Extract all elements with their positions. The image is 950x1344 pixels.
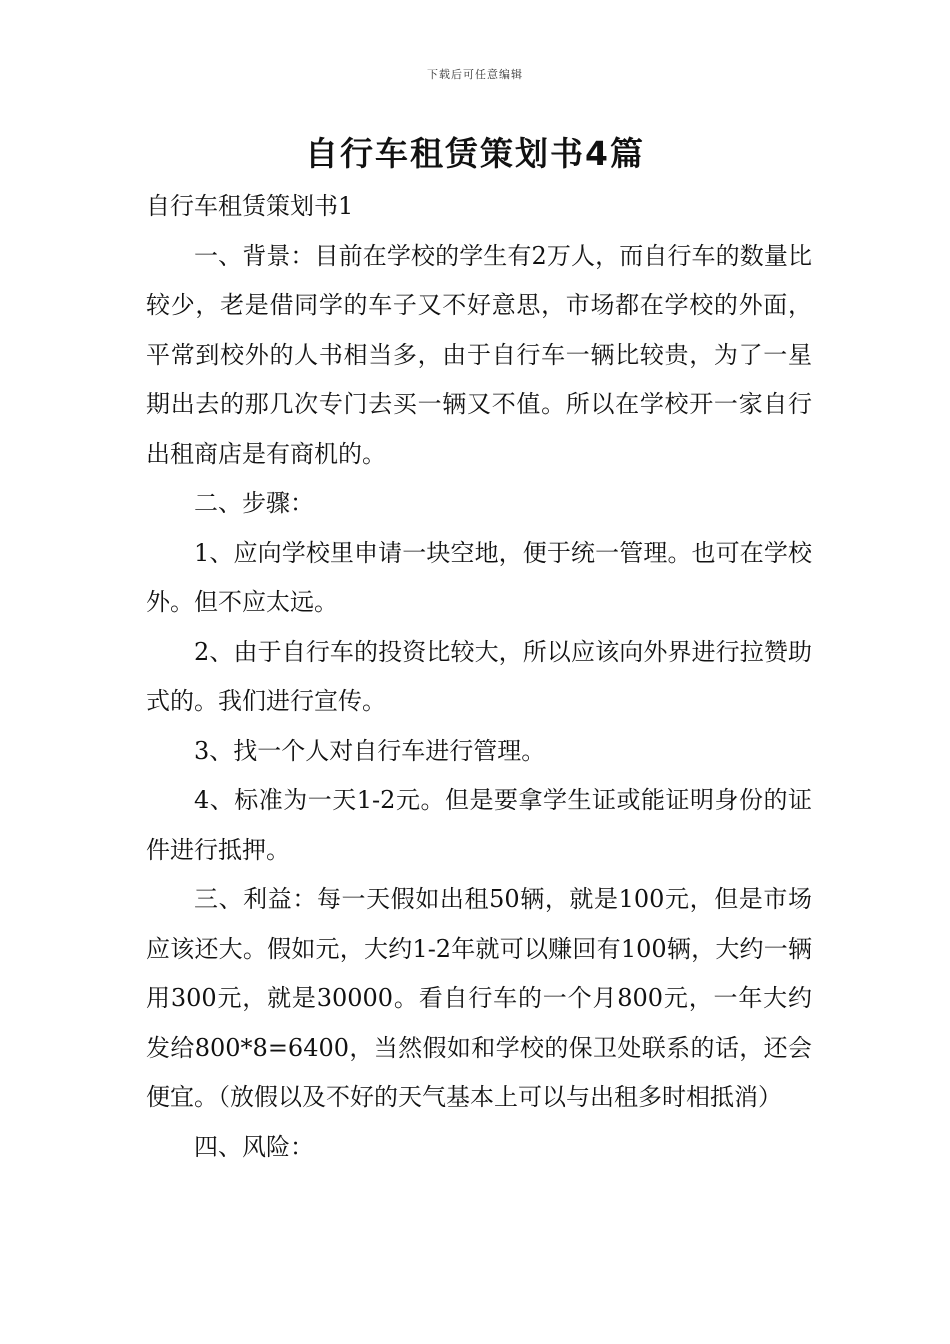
paragraph-background: 一、背景：目前在学校的学生有2万人，而自行车的数量比较少，老是借同学的车子又不好意思，市场都在学校的外面，平常到校外的人书相当多，由于自行车一辆比较贵，为了一星期出去的那几次专门去买一辆又不值。所以在学校开一家自行出租商店是有商机的。: [146, 241, 812, 468]
paragraph-steps-heading: 二、步骤：: [194, 489, 314, 517]
paragraph-step-2: 2、由于自行车的投资比较大，所以应该向外界进行拉赞助式的。我们进行宣传。: [146, 637, 812, 715]
paragraph-risk-heading: 四、风险：: [194, 1132, 314, 1161]
paragraph-step-1: 1、应向学校里申请一块空地，便于统一管理。也可在学校外。但不应太远。: [146, 538, 812, 616]
document-body: [146, 182, 812, 1172]
document-title: 自行车租赁策划书4篇: [305, 134, 645, 173]
paragraph-profit: 三、利益：每一天假如出租50辆，就是100元，但是市场应该还大。假如元，大约1-2年就可以赚回有100辆，大约一辆用300元，就是30000。看自行车的一个月800元，一年大约发给800*8=6400，当然假如和学校的保卫处联系的话，还会便宜。（放假以及不好的天气基本上可以与出租多时相抵消）: [146, 885, 812, 1111]
header-note: 下载后可任意编辑: [427, 68, 523, 81]
paragraph-step-3: 3、找一个人对自行车进行管理。: [194, 736, 546, 765]
paragraph-step-4: 4、标准为一天1-2元。但是要拿学生证或能证明身份的证件进行抵押。: [146, 786, 812, 864]
section-subtitle: 自行车租赁策划书1: [146, 192, 354, 220]
